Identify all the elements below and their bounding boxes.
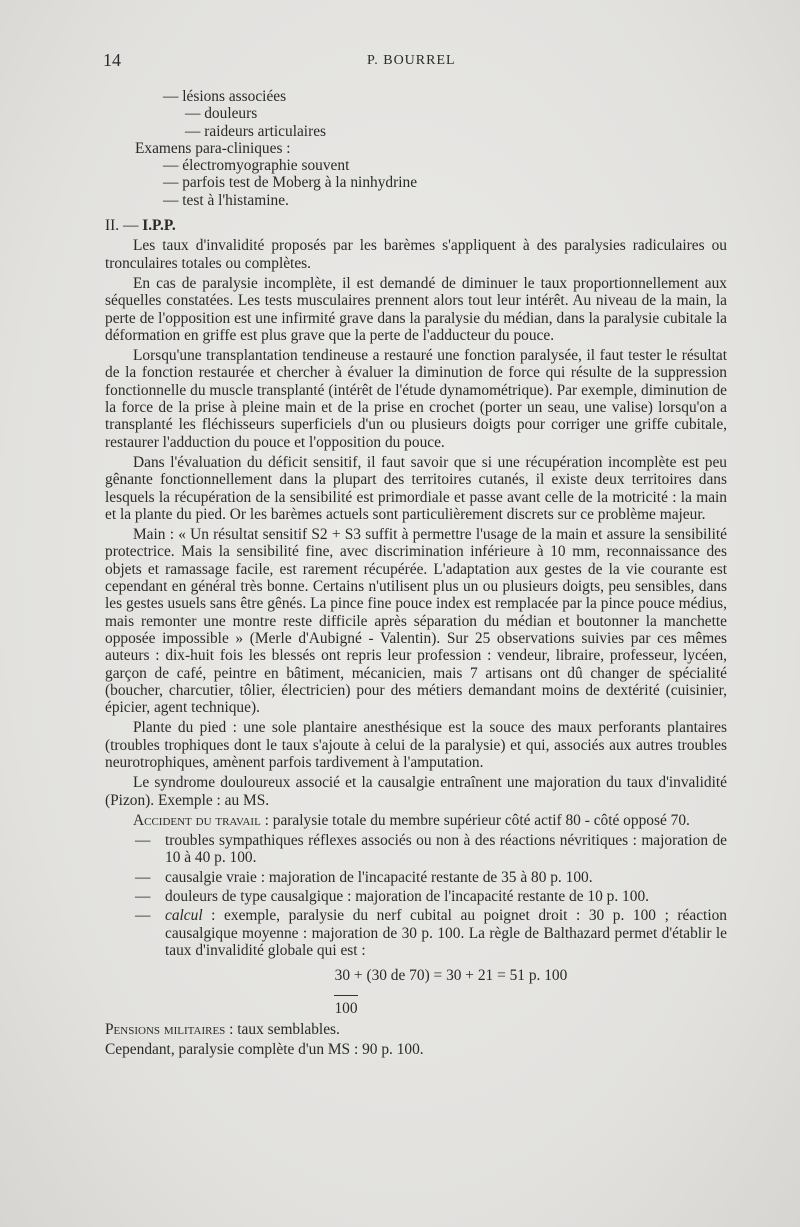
list-item-text: causalgie vraie : majoration de l'incapacité restante de 35 à 80 p. 100. [165, 868, 593, 886]
list-item: — lésions associées [163, 88, 287, 105]
section-heading-prefix: II. — [105, 217, 139, 235]
paragraph: En cas de paralysie incomplète, il est demandé de diminuer le taux proportionnellement aux séquelles constatées. Les tests musculaires prennent alors tout leur intérêt. Au niveau de la main, la perte de l'opposition est une infirmité grave dans la paralysie du médian, dans la paralysie cubitale la déformation en griffe est plus grave que la perte de l'adducteur du pouce. [105, 274, 727, 344]
list-item: — électromyographie souvent [163, 157, 350, 175]
paragraph: Le syndrome douloureux associé et la causalgie entraînent une majoration du taux d'invalidité (Pizon). Exemple : au MS. [105, 774, 727, 809]
formula-denominator-row [105, 995, 727, 1017]
dash: — [135, 868, 151, 886]
list-item-calcul [105, 907, 727, 959]
list-item-text: troubles sympathiques réflexes associés ou non à des réactions névritiques : majoration de 10 à 40 p. 100. [165, 832, 727, 867]
calcul-text: : exemple, paralysie du nerf cubital au poignet droit : 30 p. 100 ; réaction causalgique moyenne : majoration de 30 p. 100. La règle de Balthazard permet d'établir le taux d'invalidité globale qui est : [165, 907, 727, 959]
section-heading-title: I.P.P. [142, 217, 176, 235]
page-header [0, 50, 800, 72]
list-item-text: douleurs de type causalgique : majoration de l'incapacité restante de 10 p. 100. [165, 888, 649, 906]
formula-denominator: 100 [334, 995, 357, 1017]
dash: — [135, 832, 151, 850]
pensions-text: : taux semblables. [225, 1020, 340, 1038]
accident-text: : paralysie totale du membre supérieur côté actif 80 - côté opposé 70. [260, 811, 690, 829]
paragraph: Main : « Un résultat sensitif S2 + S3 suffit à permettre l'usage de la main et assure la sensibilité protectrice. Mais la sensibilité fine, avec discrimination inférieure à 10 mm, reconnaissance des objets et ramassage facile, est rarement récupérée. L'adaptation aux gestes de la vie courante est cependant en général très bonne. Certains n'utilisent plus un ou plusieurs doigts, peu sensibles, dans les gestes usuels sans être gênés. La pince fine pouce index est remplacée par la pince pouce médius, mais remonter une montre reste difficile après séparation du médian et boutonner la manchette opposée impossible » (Merle d'Aubigné - Valentin). Sur 25 observations suivies par ces mêmes auteurs : dix-huit fois les blessés ont repris leur profession : vendeur, libraire, professeur, lycéen, garçon de café, peintre en bâtiment, mécanicien, mais 7 artisans ont dû changer de spécialité (boucher, charcutier, tôlier, électricien) pour des métiers demandant moins de dextérité (cuisinier, épicier, agent technique). [105, 526, 727, 717]
list-item: — parfois test de Moberg à la ninhydrine [163, 174, 418, 192]
pensions-line [105, 1021, 727, 1038]
dash: — [135, 907, 151, 925]
list-item: — test à l'histamine. [163, 191, 289, 209]
formula: 30 + (30 de 70) = 30 + 21 = 51 p. 100 [334, 967, 568, 985]
accident-label: Accident du travail [133, 811, 261, 829]
accident-paragraph [105, 812, 727, 829]
page-body [105, 88, 727, 1058]
calcul-label: calcul [165, 907, 203, 925]
paragraph: Lorsqu'une transplantation tendineuse a restauré une fonction paralysée, il faut tester le résultat de la fonction restaurée et chercher à évaluer la diminution de force qui résulte de la suppression fonctionnelle du muscle transplanté (intérêt de l'étude dynamométrique). Par exemple, diminution de la force de la prise à pleine main et de la prise en crochet (porter un seau, une valise) lorsqu'on a transplanté les fléchisseurs superficiels d'un ou plusieurs doigts pour corriger une griffe cubitale, restaurer l'adduction du pouce et l'opposition du pouce. [105, 347, 727, 451]
paragraph: Les taux d'invalidité proposés par les barèmes s'appliquent à des paralysies radiculaires ou tronculaires totales ou complètes. [105, 237, 727, 272]
closing-line: Cependant, paralysie complète d'un MS : 90 p. 100. [105, 1041, 424, 1059]
pensions-label: Pensions militaires [105, 1020, 226, 1038]
running-title: P. BOURREL [367, 53, 456, 68]
list-item: — raideurs articulaires [185, 122, 327, 140]
list-item [105, 888, 727, 905]
paragraph: Dans l'évaluation du déficit sensitif, il faut savoir que si une récupération incomplète est peu gênante fonctionnellement dans la plupart des territoires cutanés, il existe deux territoires dans lesquels la récupération de la sensibilité est primordiale et passe avant celle de la motricité : la main et la plante du pied. Or les barèmes actuels sont particulièrement discrets sur ce problème majeur. [105, 453, 727, 523]
paragraph: Plante du pied : une sole plantaire anesthésique est la souce des maux perforants plantaires (troubles trophiques dont le taux s'ajoute à celui de la paralysie) et qui, associés aux autres troubles neurotrophiques, amènent parfois tardivement à l'amputation. [105, 719, 727, 771]
page-number: 14 [103, 50, 121, 70]
list-item [105, 832, 727, 867]
exams-label: Examens para-cliniques : [135, 139, 291, 157]
list-item [105, 869, 727, 886]
list-item: — douleurs [185, 105, 258, 123]
section-heading [105, 217, 727, 234]
dash: — [135, 888, 151, 906]
